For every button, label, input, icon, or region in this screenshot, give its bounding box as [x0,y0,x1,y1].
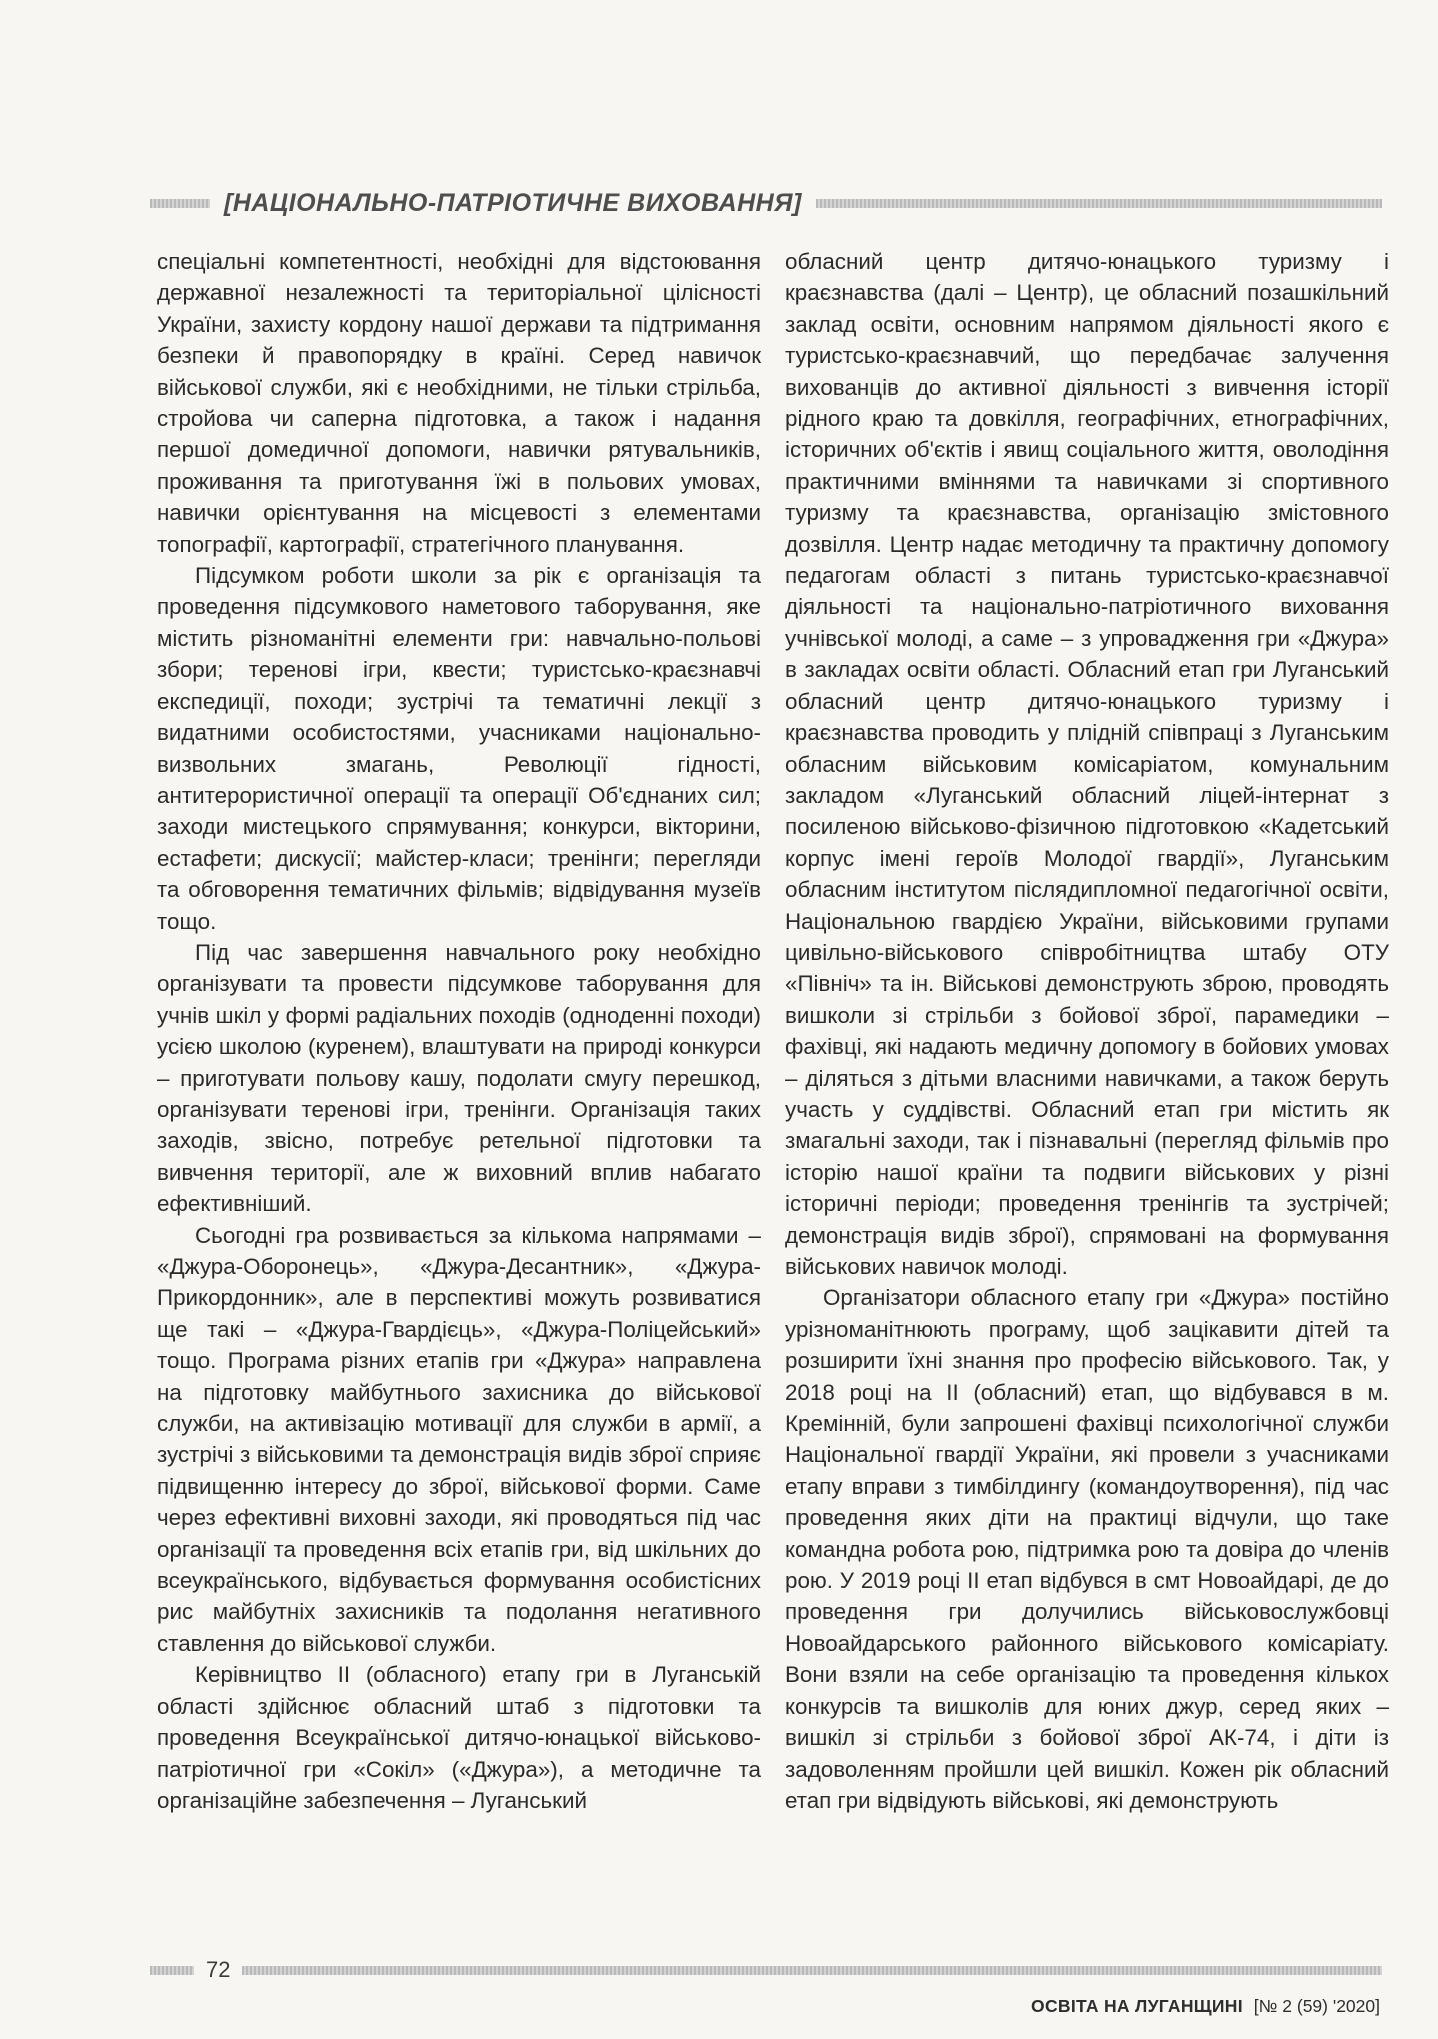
right-paragraph-2: Організатори обласного етапу гри «Джура» постійно урізноманітнюють програму, щоб зацікавити дітей та розширити їхні знання про професію військового. Так, у 2018 році на II (обласний) етап, що відбувався в м. Кремінній, були запрошені фахівці психологічної служби Національної гвардії України, які провели з учасниками етапу вправи з тимбілдингу (командоутворення), під час проведення яких діти на практиці відчули, що таке командна робота рою, підтримка рою та довіра до членів рою. У 2019 році II етап відбувся в смт Новоайдарі, де до проведення гри долучились військовослужбовці Новоайдарського районного військового комісаріату. Вони взяли на себе організацію та проведення кількох конкурсів та вишколів для юних джур, серед яких – вишкіл зі стрільби з бойової зброї АК-74, і діти із задоволенням пройшли цей вишкіл. Кожен рік обласний етап гри відвідують військові, які демонструють [785,1285,1389,1813]
journal-masthead [1031,1996,1380,2017]
page-footer [150,1956,1382,1984]
left-paragraph-3: Під час завершення навчального року необхідно організувати та провести підсумкове таборування для учнів шкіл у формі радіальних походів (одноденні походи) усією школою (куренем), влаштувати на природі конкурси – приготувати польову кашу, подолати смугу перешкод, організувати теренові ігри, тренінги. Організація таких заходів, звісно, потребує ретельної підготовки та вивчення території, але ж виховний вплив набагато ефективніший. [157,939,761,1217]
right-column [785,246,1389,1816]
footer-rule-right [242,1966,1382,1975]
left-paragraph-1: спеціальні компетентності, необхідні для відстоювання державної незалежності та територіальної цілісності України, захисту кордону нашої держави та підтримання безпеки й правопорядку в країні. Серед навичок військової служби, які є необхідними, не тільки стрільба, стройова чи саперна підготовка, а також і надання першої домедичної допомоги, навички рятувальників, проживання та приготування їжі в польових умовах, навички орієнтування на місцевості з елементами топографії, картографії, стратегічного планування. [157,249,761,557]
header-rule-left [150,199,210,208]
right-paragraph-1: обласний центр дитячо-юнацького туризму і краєзнавства (далі – Центр), це обласний позашкільний заклад освіти, основним напрямом діяльності якого є туристсько-краєзнавчий, що передбачає залучення вихованців до активної діяльності з вивчення історії рідного краю та довкілля, географічних, етнографічних, історичних об'єктів і явищ соціального життя, оволодіння практичними вміннями та навичками зі спортивного туризму та краєзнавства, організацію змістовного дозвілля. Центр надає методичну та практичну допомогу педагогам області з питань туристсько-краєзнавчої діяльності та національно-патріотичного виховання учнівської молоді, а саме – з упровадження гри «Джура» в закладах освіти області. Обласний етап гри Луганський обласний центр дитячо-юнацького туризму і краєзнавства проводить у плідній співпраці з Луганським обласним військовим комісаріатом, комунальним закладом «Луганський обласний ліцей-інтернат з посиленою військово-фізичною підготовкою «Кадетський корпус імені героїв Молодої гвардії», Луганським обласним інститутом післядипломної педагогічної освіти, Національною гвардією України, військовими групами цивільно-військового співробітництва штабу ОТУ «Північ» та ін. Військові демонструють зброю, проводять вишколи зі стрільби з бойової зброї, парамедики – фахівці, які надають медичну допомогу в бойових умовах – діляться з дітьми власними навичками, а також беруть участь у суддівстві. Обласний етап гри містить як змагальні заходи, так і пізнавальні (перегляд фільмів про історію нашої країни та подвиги військових у різні історичні періоди; проведення тренінгів та зустрічей; демонстрація видів зброї), спрямовані на формування військових навичок молоді. [785,249,1389,1279]
header-rule-right [816,199,1382,208]
section-title: [НАЦІОНАЛЬНО-ПАТРІОТИЧНЕ ВИХОВАННЯ] [224,188,802,217]
page-number: 72 [206,1957,231,1982]
journal-name: ОСВІТА НА ЛУГАНЩИНІ [1031,1996,1243,2016]
left-paragraph-4: Сьогодні гра розвивається за кількома напрямами – «Джура-Оборонець», «Джура-Десантник», «Джура-Прикордонник», але в перспективі можуть розвиватися ще такі – «Джура-Гвардієць», «Джура-Поліцейський» тощо. Програма різних етапів гри «Джура» направлена на підготовку майбутнього захисника до військової служби, на активізацію мотивації для служби в армії, а зустрічі з військовими та демонстрація видів зброї сприяє підвищенню інтересу до зброї, військової форми. Саме через ефективні виховні заходи, які проводяться під час організації та проведення всіх етапів гри, від шкільних до всеукраїнського, відбувається формування особистісних рис майбутніх захисників та подолання негативного ставлення до військової служби. [157,1222,761,1656]
journal-issue: [№ 2 (59) '2020] [1253,1996,1380,2016]
footer-rule-left [150,1966,194,1975]
left-paragraph-5: Керівництво II (обласного) етапу гри в Луганській області здійснює обласний штаб з підготовки та проведення Всеукраїнської дитячо-юнацької військово-патріотичної гри «Сокіл» («Джура»), а методичне та організаційне забезпечення – Луганський [157,1662,761,1813]
left-paragraph-2: Підсумком роботи школи за рік є організація та проведення підсумкового наметового таборування, яке містить різноманітні елементи гри: навчально-польові збори; теренові ігри, квести; туристсько-краєзнавчі експедиції, походи; зустрічі та тематичні лекції з видатними особистостями, учасниками національно-визвольних змагань, Революції гідності, антитерористичної операції та операції Об'єднаних сил; заходи мистецького спрямування; конкурси, вікторини, естафети; дискусії; майстер-класи; тренінги; перегляди та обговорення тематичних фільмів; відвідування музеїв тощо. [157,563,761,934]
left-column [157,246,761,1816]
section-header [150,188,1382,218]
